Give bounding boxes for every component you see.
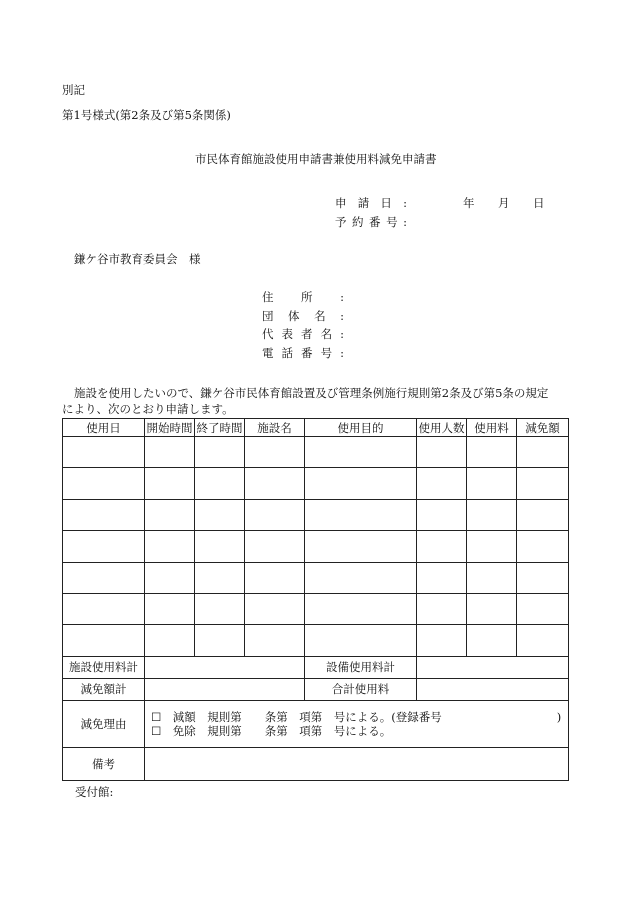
reduction-total-label: 減免額計	[63, 678, 145, 700]
cell-attendees[interactable]	[417, 499, 467, 530]
table-row	[63, 437, 569, 468]
applicant-representative-text: 代表者名:	[262, 327, 344, 341]
cell-facility-name[interactable]	[245, 531, 305, 562]
cell-attendees[interactable]	[417, 562, 467, 593]
cell-end-time[interactable]	[195, 562, 245, 593]
cell-purpose[interactable]	[305, 437, 417, 468]
cell-attendees[interactable]	[417, 531, 467, 562]
applicant-group-label	[262, 308, 344, 324]
cell-fee[interactable]	[467, 468, 517, 499]
header-use-date: 使用日	[63, 419, 145, 437]
cell-purpose[interactable]	[305, 531, 417, 562]
cell-start-time[interactable]	[145, 562, 195, 593]
date-month-label: 月	[498, 196, 510, 210]
applicant-phone-label	[262, 345, 344, 361]
cell-purpose[interactable]	[305, 562, 417, 593]
cell-reduction[interactable]	[517, 531, 569, 562]
cell-facility-name[interactable]	[245, 468, 305, 499]
cell-fee[interactable]	[467, 593, 517, 624]
cell-end-time[interactable]	[195, 531, 245, 562]
cell-fee[interactable]	[467, 531, 517, 562]
application-date-label	[335, 195, 407, 211]
cell-reduction[interactable]	[517, 562, 569, 593]
header-end-time: 終了時間	[196, 420, 243, 435]
applicant-address-label	[262, 289, 344, 305]
cell-use-date[interactable]	[63, 625, 145, 656]
cell-facility-name[interactable]	[245, 437, 305, 468]
cell-use-date[interactable]	[63, 468, 145, 499]
cell-start-time[interactable]	[145, 437, 195, 468]
header-facility-name: 施設名	[245, 419, 305, 437]
cell-reduction[interactable]	[517, 499, 569, 530]
cell-start-time[interactable]	[145, 531, 195, 562]
cell-fee[interactable]	[467, 437, 517, 468]
table-row	[63, 625, 569, 656]
cell-facility-name[interactable]	[245, 625, 305, 656]
cell-start-time[interactable]	[145, 625, 195, 656]
header-purpose: 使用目的	[305, 419, 417, 437]
table-row	[63, 499, 569, 530]
applicant-representative-label	[262, 326, 344, 342]
note-label: 別記	[62, 83, 85, 97]
cell-purpose[interactable]	[305, 625, 417, 656]
cell-start-time[interactable]	[145, 499, 195, 530]
table-row	[63, 562, 569, 593]
reduction-option-exemption[interactable]: ☐ 免除 規則第 条第 項第 号による。	[151, 723, 392, 738]
date-year-label: 年	[463, 196, 475, 210]
applicant-phone-text: 電話番号:	[262, 346, 344, 360]
cell-use-date[interactable]	[63, 531, 145, 562]
cell-use-date[interactable]	[63, 562, 145, 593]
cell-purpose[interactable]	[305, 468, 417, 499]
statement-line-1: 施設を使用したいので、鎌ケ谷市民体育館設置及び管理条例施行規則第2条及び第5条の規定	[74, 386, 549, 400]
cell-purpose[interactable]	[305, 593, 417, 624]
date-day-label: 日	[533, 196, 545, 210]
remarks-value[interactable]	[145, 747, 569, 780]
header-fee: 使用料	[467, 419, 517, 437]
table-row	[63, 593, 569, 624]
reduction-reason-label: 減免理由	[63, 700, 145, 747]
cell-attendees[interactable]	[417, 437, 467, 468]
cell-facility-name[interactable]	[245, 593, 305, 624]
table-row	[63, 531, 569, 562]
cell-fee[interactable]	[467, 562, 517, 593]
header-attendees: 使用人数	[418, 420, 465, 435]
reduction-option-discount[interactable]: ☐ 減額 規則第 条第 項第 号による。(登録番号 )	[151, 709, 562, 724]
applicant-group-text: 団体名:	[262, 309, 344, 323]
total-fee-label: 合計使用料	[305, 678, 417, 700]
document-title: 市民体育館施設使用申請書兼使用料減免申請書	[195, 152, 437, 166]
cell-fee[interactable]	[467, 625, 517, 656]
cell-end-time[interactable]	[195, 468, 245, 499]
cell-fee[interactable]	[467, 499, 517, 530]
cell-start-time[interactable]	[145, 593, 195, 624]
cell-facility-name[interactable]	[245, 499, 305, 530]
cell-reduction[interactable]	[517, 593, 569, 624]
fee-total-row	[63, 656, 569, 678]
statement-line-2: により、次のとおり申請します。	[62, 402, 234, 416]
reception-label: 受付館:	[75, 785, 114, 799]
cell-end-time[interactable]	[195, 499, 245, 530]
cell-reduction[interactable]	[517, 437, 569, 468]
cell-use-date[interactable]	[63, 437, 145, 468]
reduction-total-value[interactable]	[145, 678, 305, 700]
cell-attendees[interactable]	[417, 468, 467, 499]
reduction-total-row	[63, 678, 569, 700]
equipment-fee-total-value[interactable]	[417, 656, 569, 678]
cell-end-time[interactable]	[195, 437, 245, 468]
header-reduction: 減免額	[517, 419, 569, 437]
remarks-row	[63, 747, 569, 780]
cell-use-date[interactable]	[63, 499, 145, 530]
cell-end-time[interactable]	[195, 593, 245, 624]
table-row	[63, 468, 569, 499]
applicant-address-text: 住所:	[262, 290, 344, 304]
form-number: 第1号様式(第2条及び第5条関係)	[62, 108, 231, 122]
cell-attendees[interactable]	[417, 593, 467, 624]
cell-start-time[interactable]	[145, 468, 195, 499]
cell-reduction[interactable]	[517, 468, 569, 499]
cell-use-date[interactable]	[63, 593, 145, 624]
reservation-number-text: 予約番号:	[335, 215, 407, 229]
remarks-label: 備考	[63, 747, 145, 780]
reduction-reason-row	[63, 700, 569, 747]
equipment-fee-total-label: 設備使用料計	[305, 656, 417, 678]
application-table	[62, 418, 569, 781]
cell-purpose[interactable]	[305, 499, 417, 530]
cell-attendees[interactable]	[417, 625, 467, 656]
reservation-number-label	[335, 214, 407, 230]
facility-fee-total-value[interactable]	[145, 656, 305, 678]
cell-end-time[interactable]	[195, 625, 245, 656]
cell-facility-name[interactable]	[245, 562, 305, 593]
header-start-time: 開始時間	[146, 420, 193, 435]
application-date-text: 申請日:	[335, 196, 407, 210]
facility-fee-total-label: 施設使用料計	[63, 656, 145, 678]
total-fee-value[interactable]	[417, 678, 569, 700]
table-header-row	[63, 419, 569, 437]
cell-reduction[interactable]	[517, 625, 569, 656]
addressee: 鎌ケ谷市教育委員会 様	[74, 252, 201, 266]
reduction-reason-options	[145, 700, 569, 747]
